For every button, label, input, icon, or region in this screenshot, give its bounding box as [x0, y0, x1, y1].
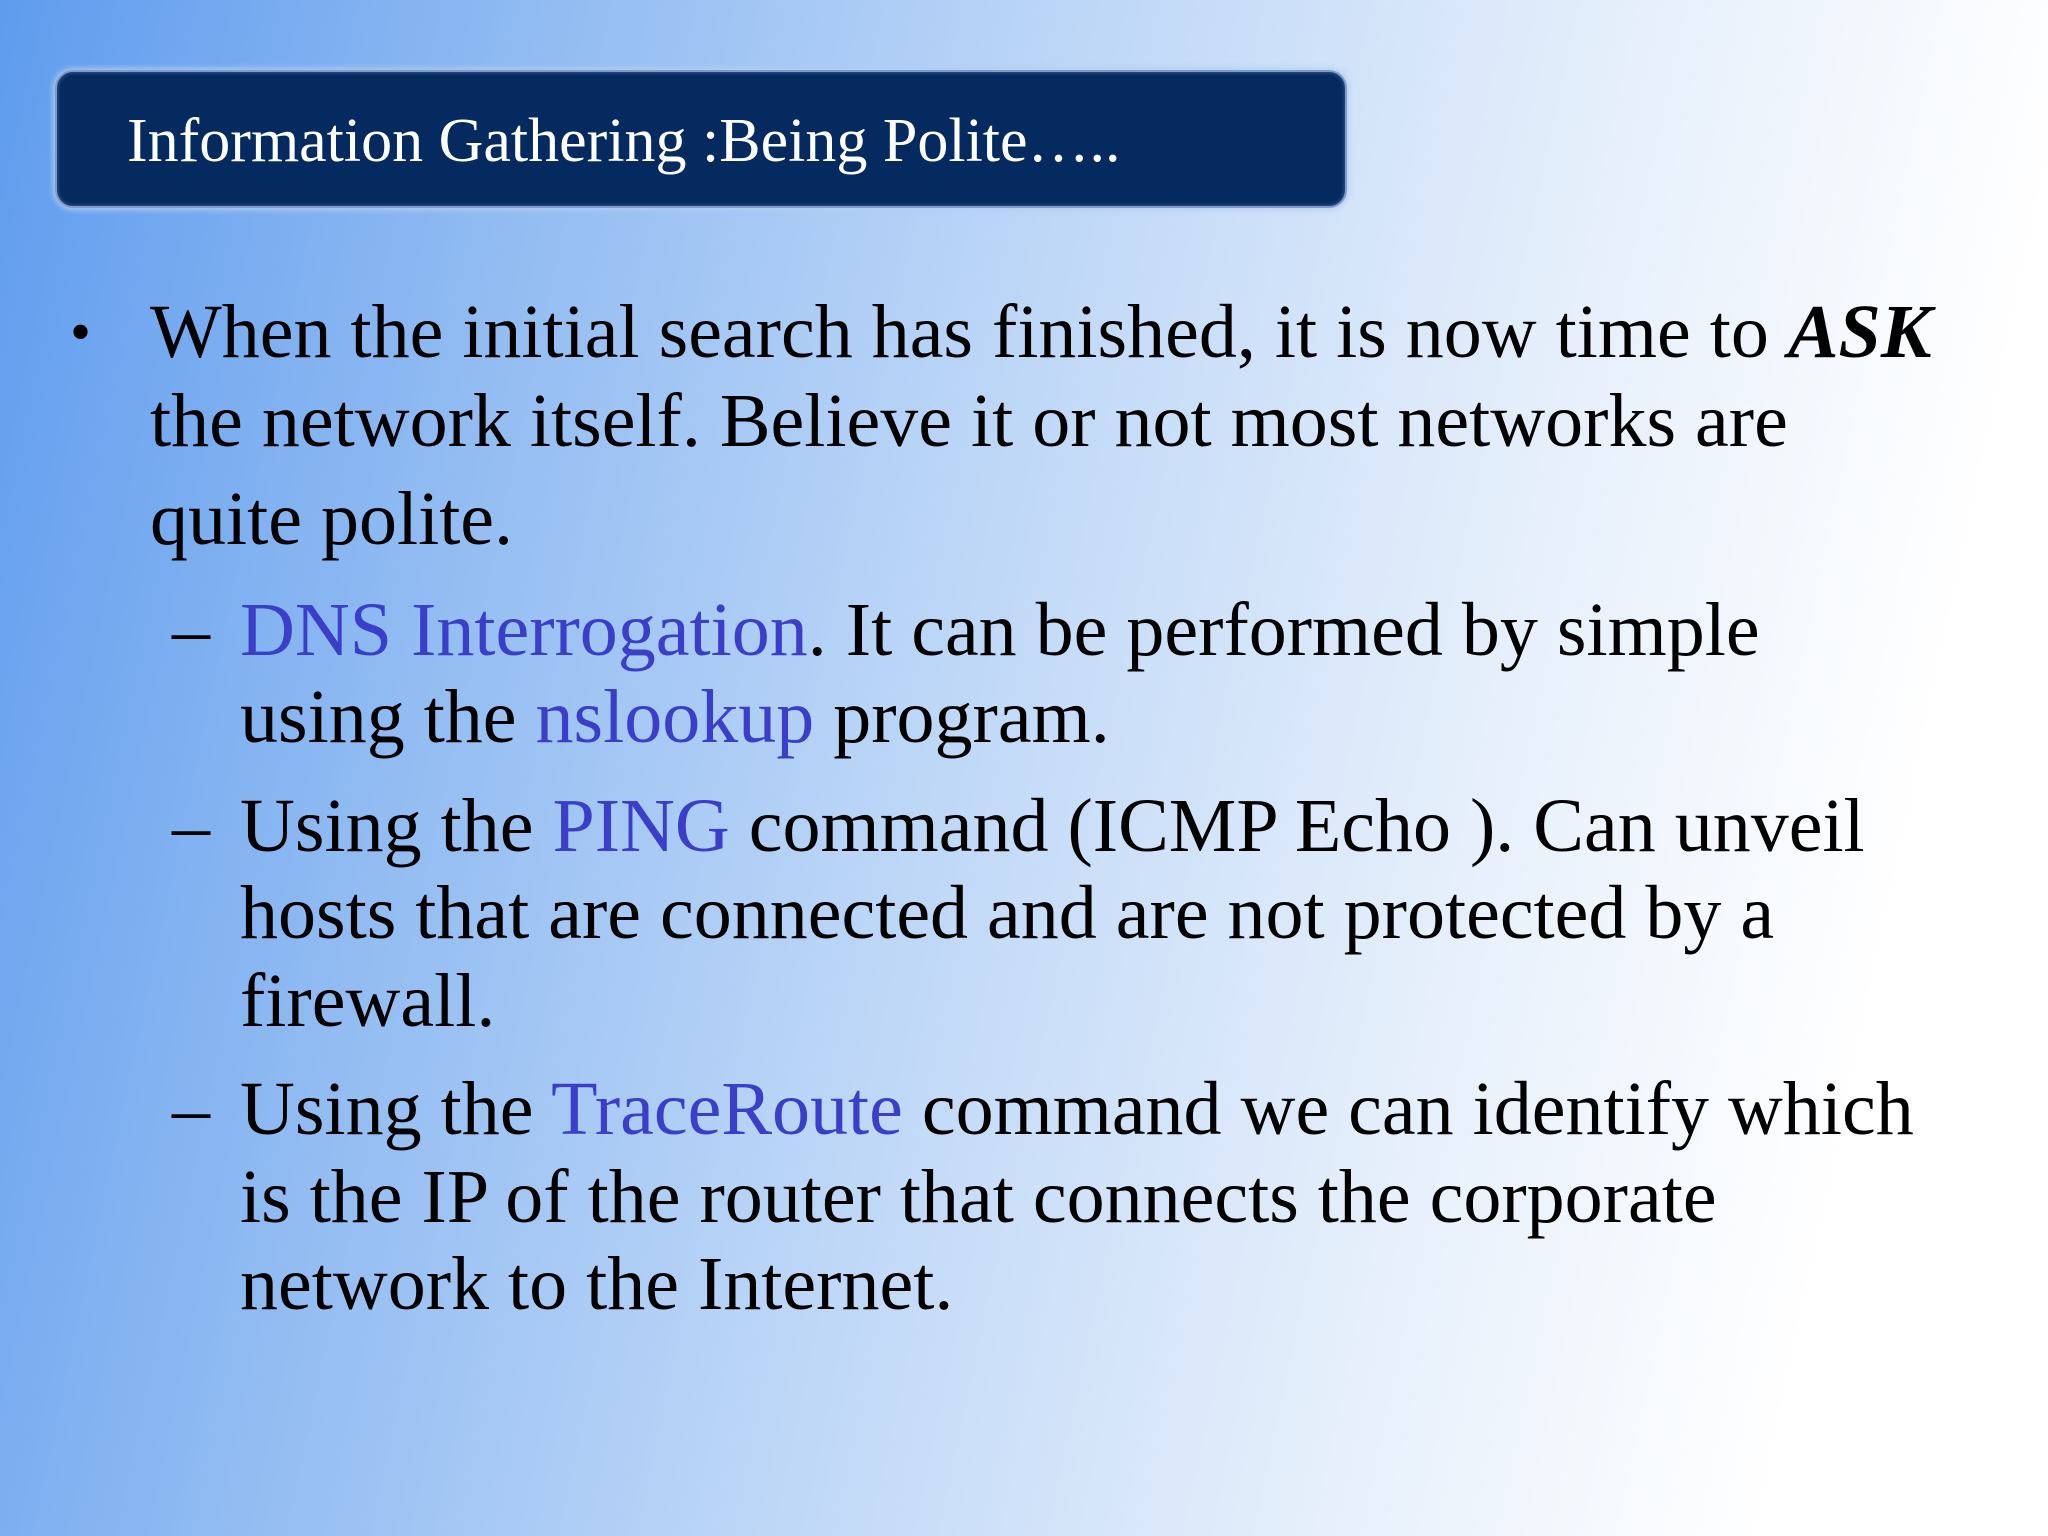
sub-item-text: Using the	[240, 784, 553, 868]
sub-item-text: program.	[814, 675, 1110, 759]
dns-interrogation-term: DNS Interrogation	[240, 588, 808, 672]
sub-item-ping-line-3: firewall.	[240, 959, 496, 1043]
sub-item-dns-line-1	[240, 590, 1760, 670]
sub-item-text: command (ICMP Echo ). Can unveil	[729, 784, 1865, 868]
main-bullet-line-1	[150, 292, 1932, 372]
sub-item-traceroute-line-2: is the IP of the router that connects the corporate	[240, 1155, 1717, 1239]
main-bullet-line-2: the network itself. Believe it or not most networks are	[150, 379, 1788, 463]
sub-item-dash: –	[172, 588, 210, 672]
bullet-marker: •	[70, 299, 92, 365]
sub-item-text: . It can be performed by simple	[807, 588, 1760, 672]
nslookup-term: nslookup	[535, 675, 815, 759]
sub-item-traceroute-line-1	[240, 1069, 1914, 1149]
sub-item-text: using the	[240, 675, 536, 759]
sub-item-text: command we can identify which	[902, 1067, 1914, 1151]
sub-item-dash: –	[172, 784, 210, 868]
sub-item-text: Using the	[240, 1067, 552, 1151]
main-bullet-text: When the initial search has finished, it is now time to	[150, 290, 1788, 374]
ask-emphasis: ASK	[1787, 290, 1932, 374]
sub-item-ping-line-1	[240, 786, 1865, 866]
sub-item-dash: –	[172, 1067, 210, 1151]
traceroute-term: TraceRoute	[551, 1067, 903, 1151]
sub-item-dns-line-2	[240, 677, 1110, 757]
sub-item-ping-line-2: hosts that are connected and are not protected by a	[240, 871, 1775, 955]
sub-item-traceroute-line-3: network to the Internet.	[240, 1242, 954, 1326]
main-bullet-line-3: quite polite.	[150, 477, 514, 561]
ping-term: PING	[552, 784, 730, 868]
slide-title: Information Gathering :Being Polite…..	[127, 107, 1121, 175]
